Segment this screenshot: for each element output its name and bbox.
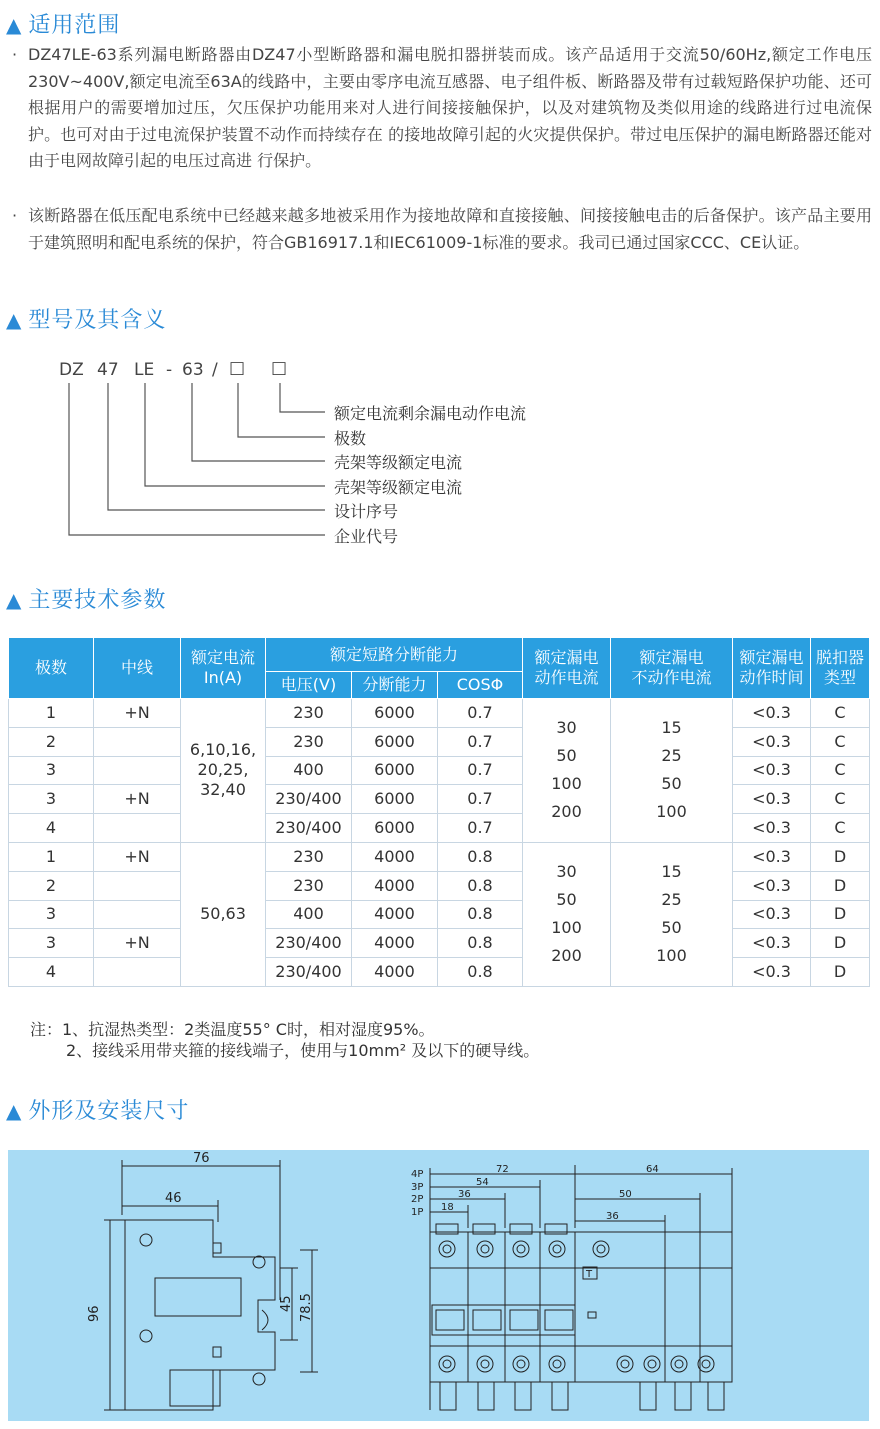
dim-96: 96 [87,1305,102,1322]
cell-trip: C [811,814,870,843]
cell-op-time: <0.3 [733,699,811,728]
cell-capacity: 4000 [352,900,438,929]
bullet-icon: · [12,45,18,64]
model-code-box-2: □ [271,358,288,378]
cell-cos: 0.8 [438,842,523,871]
cell-poles: 3 [9,785,94,814]
rated-current-line: 32,40 [200,780,246,800]
cell-cos: 0.7 [438,785,523,814]
cell-op-time: <0.3 [733,785,811,814]
label-1p: 1P [411,1207,424,1218]
cell-trip: C [811,785,870,814]
cell-cos: 0.8 [438,871,523,900]
side-view-drawing [104,1160,318,1410]
cell-cos: 0.7 [438,727,523,756]
cell-poles: 3 [9,900,94,929]
header-non-op: 额定漏电 不动作电流 [611,638,733,699]
cell-op-time: <0.3 [733,842,811,871]
cell-neutral: +N [94,842,181,871]
front-view-drawing [430,1165,732,1410]
cell-poles: 3 [9,929,94,958]
cell-cos: 0.7 [438,756,523,785]
cell-voltage: 230/400 [266,929,352,958]
cell-voltage: 230 [266,727,352,756]
triangle-icon: ▲ [6,13,23,37]
header-op-time: 额定漏电 动作时间 [733,638,811,699]
cell-capacity: 6000 [352,727,438,756]
model-label-residual: 额定电流剩余漏电动作电流 [334,404,527,423]
cell-op-time: <0.3 [733,900,811,929]
cell-capacity: 6000 [352,699,438,728]
cell-op-time: <0.3 [733,756,811,785]
model-code-47: 47 [97,360,119,380]
cell-poles: 4 [9,814,94,843]
header-neutral: 中线 [94,638,181,699]
section-heading-model: ▲ 型号及其含义 [6,308,167,333]
cell-trip: D [811,958,870,987]
note-1: 注：1、抗湿热类型：2类温度55° C时，相对湿度95%。 [30,1020,435,1039]
cell-trip: D [811,842,870,871]
header-capacity: 分断能力 [352,672,438,699]
model-label-company: 企业代号 [334,527,399,546]
dim-72: 72 [496,1164,509,1175]
bullet-icon: · [12,206,18,225]
test-button-label: T [586,1269,593,1280]
cell-neutral: +N [94,699,181,728]
model-code-63: 63 [182,360,204,380]
cell-op-time: <0.3 [733,727,811,756]
scope-paragraph-2: · 该断路器在低压配电系统中已经越来越多地被采用作为接地故障和直接接触、间接接触电击的后备保护。该产品主要用于建筑照明和配电系统的保护，符合GB16917.1和IEC61009-1标准的要求。我司已通过国家CCC、CE认证。 [8,203,872,256]
rated-current-line: 6,10,16, [189,740,257,760]
cell-cos: 0.7 [438,814,523,843]
dim-54: 54 [476,1177,489,1188]
model-label-poles: 极数 [334,429,367,448]
cell-trip: C [811,756,870,785]
cell-poles: 2 [9,727,94,756]
value-line: 100 [656,946,687,966]
label-3p: 3P [411,1182,424,1193]
cell-trip: D [811,871,870,900]
cell-cos: 0.8 [438,900,523,929]
cell-voltage: 230 [266,699,352,728]
cell-poles: 1 [9,699,94,728]
model-label-design: 设计序号 [334,502,399,521]
value-line: 100 [551,918,582,938]
cell-poles: 3 [9,756,94,785]
cell-poles: 4 [9,958,94,987]
model-label-frame-2: 壳架等级额定电流 [334,478,463,497]
cell-voltage: 230 [266,871,352,900]
value-line: 50 [556,746,577,766]
dim-36: 36 [458,1189,471,1200]
cell-trip: C [811,727,870,756]
header-voltage: 电压(V) [266,672,352,699]
model-code-slash: / [212,360,218,380]
triangle-icon: ▲ [6,308,23,332]
cell-voltage: 400 [266,756,352,785]
note-2: 2、接线采用带夹箍的接线端子，使用与10mm² 及以下的硬导线。 [66,1041,540,1060]
cell-voltage: 230/400 [266,958,352,987]
cell-capacity: 4000 [352,842,438,871]
header-cos: COSΦ [438,672,523,699]
cell-op-time: <0.3 [733,871,811,900]
dim-76: 76 [193,1151,210,1166]
cell-trip: D [811,900,870,929]
triangle-icon: ▲ [6,1099,23,1123]
cell-neutral: +N [94,929,181,958]
cell-voltage: 230 [266,842,352,871]
section-heading-params: ▲ 主要技术参数 [6,588,167,613]
dim-36-module: 36 [606,1211,619,1222]
dim-78-5: 78.5 [299,1293,314,1322]
cell-capacity: 4000 [352,958,438,987]
cell-poles: 2 [9,871,94,900]
cell-voltage: 400 [266,900,352,929]
triangle-icon: ▲ [6,588,23,612]
label-2p: 2P [411,1194,424,1205]
section-heading-dims: ▲ 外形及安装尺寸 [6,1099,190,1124]
model-code-dash: - [166,360,173,380]
header-trip: 脱扣器 类型 [811,638,870,699]
scope-paragraph-1: · DZ47LE-63系列漏电断路器由DZ47小型断路器和漏电脱扣器拼装而成。该产品适用于交流50/60Hz,额定工作电压230V~400V,额定电流至63A的线路中，主要由零序电流互感器、电子组件板、断路器及带有过载短路保护功能、还可根据用户的需要增加过压，欠压保护功能用来对人进行间接接触保护，以及对建筑物及类似用途的线路进行过电流保护。也可对由于过电流保护装置不动作而持续存在 的接地故障引起的火灾提供保护。带过电压保护的漏电断路器还能对由于电网故障引起的电压过高进 行保护。 [8,42,872,175]
cell-capacity: 6000 [352,814,438,843]
cell-op-time: <0.3 [733,929,811,958]
cell-capacity: 4000 [352,871,438,900]
value-line: 100 [656,802,687,822]
cell-capacity: 6000 [352,785,438,814]
value-line: 100 [551,774,582,794]
value-line: 15 [661,862,682,882]
value-line: 25 [661,890,682,910]
cell-cos: 0.7 [438,699,523,728]
dim-46: 46 [165,1191,182,1206]
cell-neutral: +N [94,785,181,814]
model-label-frame-1: 壳架等级额定电流 [334,453,463,472]
dim-45: 45 [279,1295,294,1312]
cell-voltage: 230/400 [266,814,352,843]
cell-trip: C [811,699,870,728]
cell-cos: 0.8 [438,929,523,958]
dim-50: 50 [619,1189,632,1200]
cell-trip: D [811,929,870,958]
rated-current-line: 20,25, [197,760,249,780]
cell-capacity: 6000 [352,756,438,785]
cell-voltage: 230/400 [266,785,352,814]
dim-18: 18 [441,1202,454,1213]
cell-op-time: <0.3 [733,958,811,987]
header-rated-current: 额定电流 In(A) [181,638,266,699]
rated-current-line: 50,63 [200,904,246,924]
cell-cos: 0.8 [438,958,523,987]
model-code-dz: DZ [59,360,84,380]
value-line: 15 [661,718,682,738]
label-4p: 4P [411,1169,424,1180]
value-line: 50 [661,774,682,794]
value-line: 50 [661,918,682,938]
value-line: 200 [551,802,582,822]
header-poles: 极数 [9,638,94,699]
value-line: 30 [556,862,577,882]
model-code-box-1: □ [229,358,246,378]
model-code-le: LE [134,360,155,380]
section-heading-scope: ▲ 适用范围 [6,13,121,38]
value-line: 30 [556,718,577,738]
header-breaking: 额定短路分断能力 [266,638,523,672]
cell-op-time: <0.3 [733,814,811,843]
value-line: 25 [661,746,682,766]
value-line: 200 [551,946,582,966]
dim-64: 64 [646,1164,659,1175]
cell-poles: 1 [9,842,94,871]
header-residual-op: 额定漏电 动作电流 [523,638,611,699]
cell-capacity: 4000 [352,929,438,958]
value-line: 50 [556,890,577,910]
